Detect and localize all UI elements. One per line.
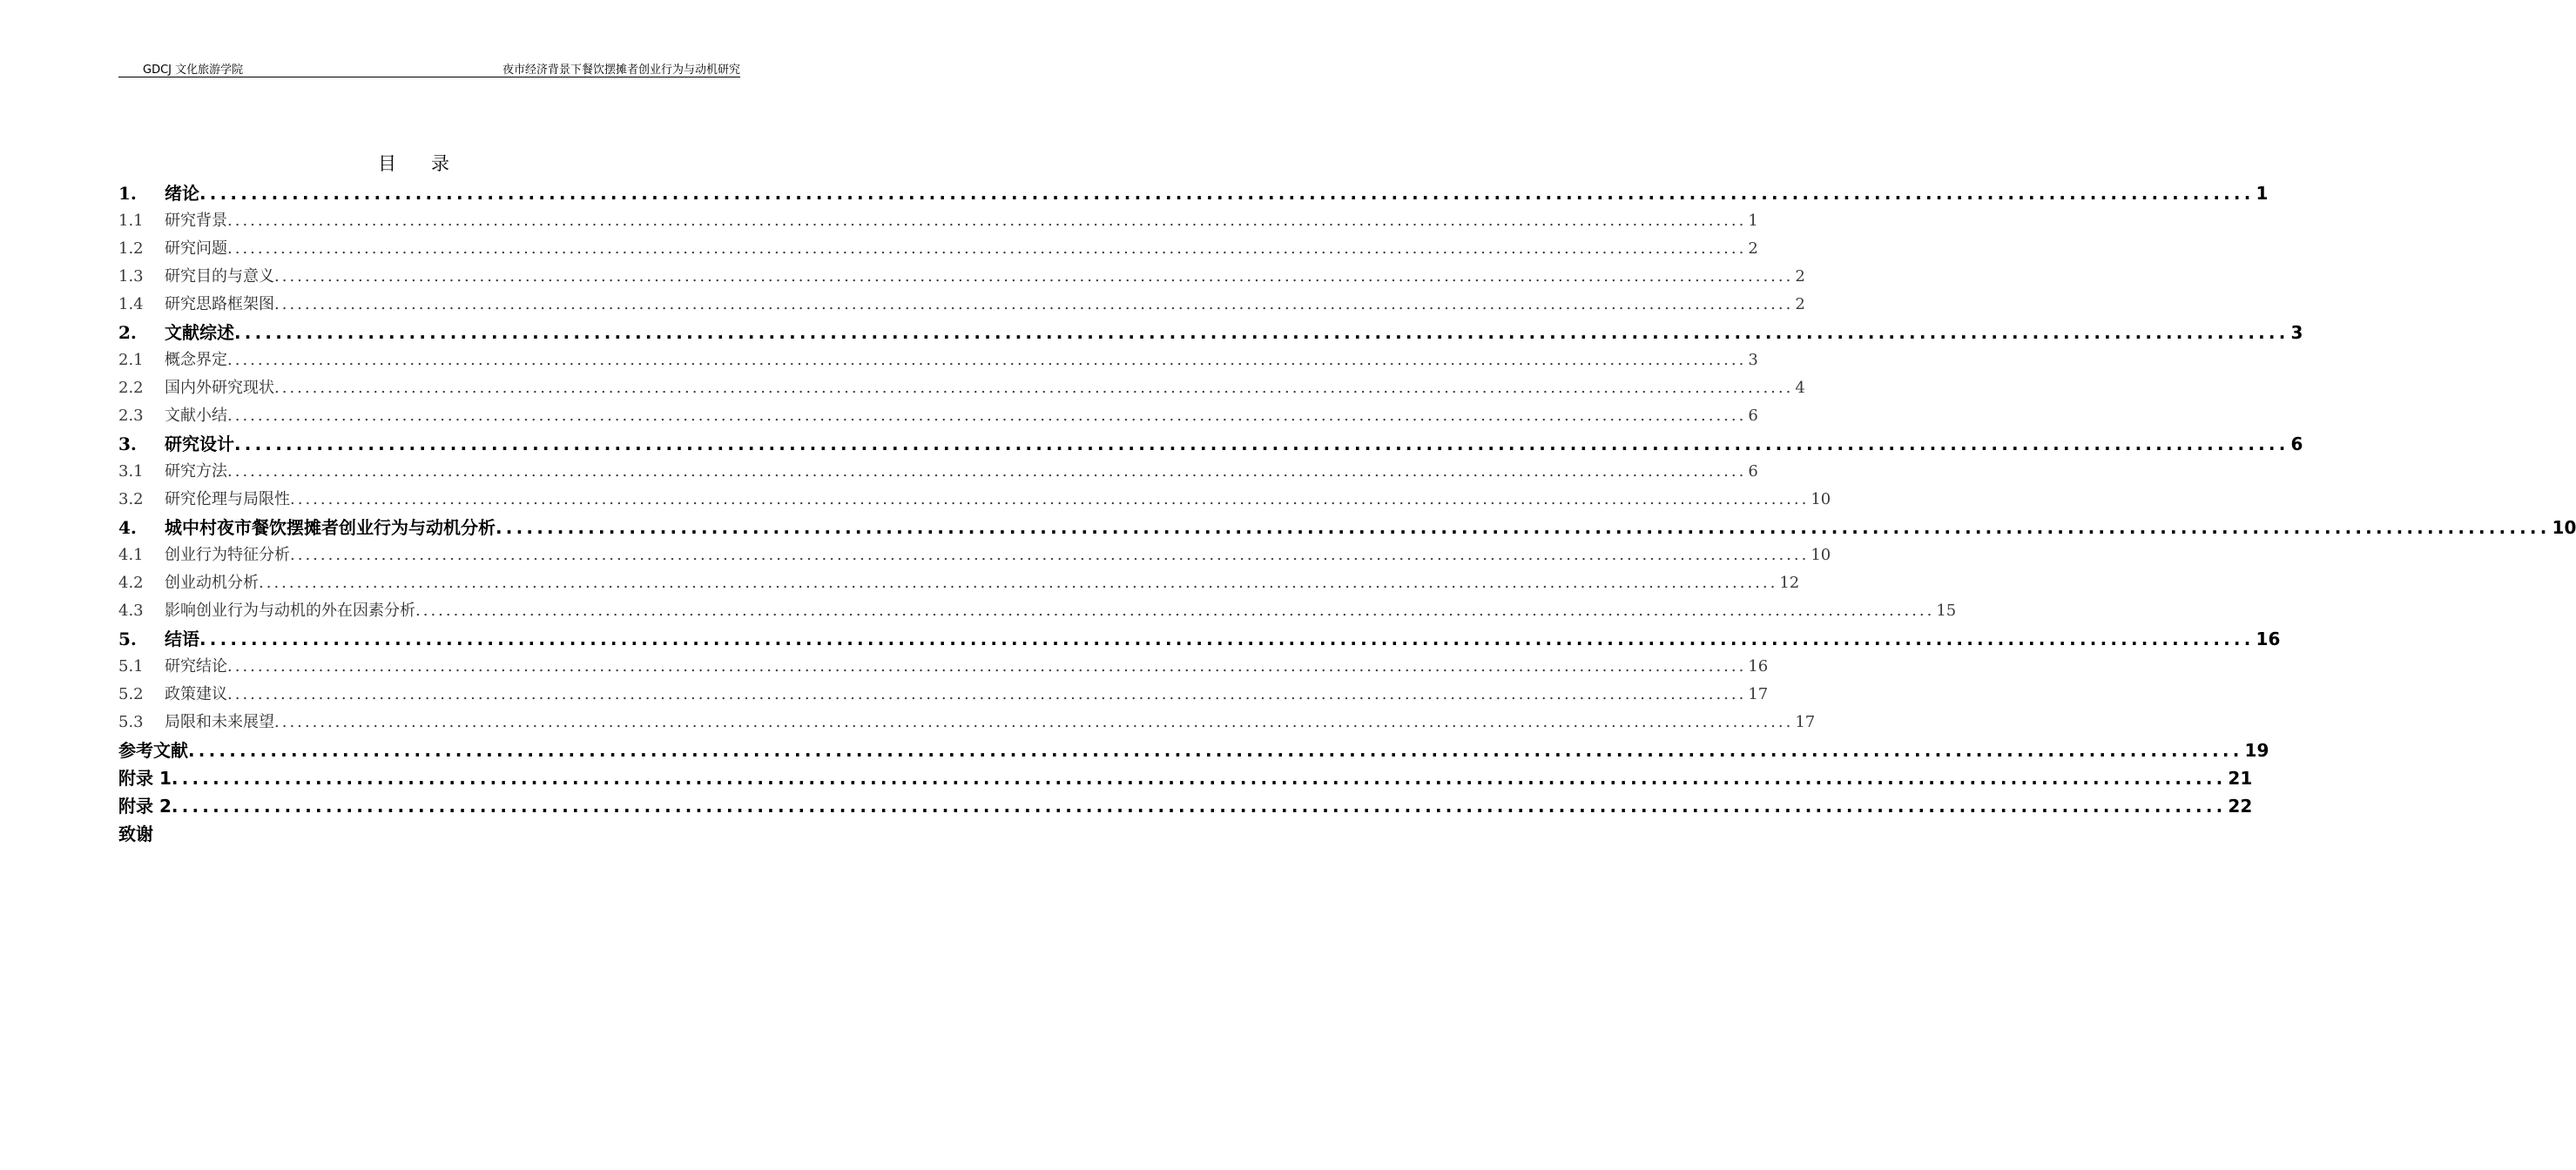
header-thesis-title: 夜市经济背景下餐饮摆摊者创业行为与动机研究: [502, 64, 740, 77]
toc-entry-title: 研究结论: [165, 657, 227, 676]
toc-entry[interactable]: [118, 681, 1769, 709]
toc-entry-page: 12: [1779, 574, 1800, 592]
toc-entry-number: 1.4: [118, 295, 144, 313]
toc-entry[interactable]: [118, 263, 1805, 291]
toc-entry[interactable]: [118, 402, 1758, 430]
toc-entry-number: 5.2: [118, 685, 144, 703]
toc-dot-leader: ........................................................................................................................................................................................................: [199, 629, 2255, 649]
toc-entry-title: 局限和未来展望: [165, 713, 274, 731]
toc-entry-number: 5.3: [118, 713, 144, 731]
toc-entry-number: 1.2: [118, 239, 144, 258]
toc-entry-page: 2: [1795, 267, 1805, 286]
toc-dot-leader: ........................................................................................................................................................................................................: [259, 574, 1778, 592]
toc-dot-leader: ........................................................................................................................................................................................................: [290, 490, 1810, 508]
toc-entry-number: 2.: [118, 322, 137, 343]
toc-entry[interactable]: [118, 597, 1957, 625]
toc-entry-title: 研究目的与意义: [165, 267, 274, 286]
toc-entry-title: 研究伦理与局限性: [165, 490, 290, 508]
toc-dot-leader: ........................................................................................................................................................................................................: [171, 796, 2227, 817]
toc-entry-title: 参考文献: [118, 740, 188, 761]
toc-entry-title: 概念界定: [165, 351, 227, 369]
toc-entry[interactable]: [118, 235, 1758, 263]
toc-entry[interactable]: [118, 374, 1805, 402]
toc-dot-leader: ........................................................................................................................................................................................................: [415, 602, 1935, 620]
toc-entry-number: 3.2: [118, 490, 144, 508]
toc-entry-page: 10: [1811, 546, 1831, 564]
toc-dot-leader: ........................................................................................................................................................................................................: [171, 768, 2227, 789]
table-of-contents: [118, 179, 2576, 848]
toc-entry-number: 4.: [118, 517, 137, 538]
toc-entry[interactable]: [118, 625, 2281, 653]
toc-entry[interactable]: [118, 820, 740, 848]
toc-entry-title: 绪论: [165, 183, 199, 204]
header-institution: GDCJ 文化旅游学院: [143, 64, 244, 77]
toc-entry-number: 2.3: [118, 407, 144, 425]
toc-dot-leader: ........................................................................................................................................................................................................: [274, 713, 1794, 731]
toc-dot-leader: ........................................................................................................................................................................................................: [227, 462, 1747, 481]
toc-entry-page: 22: [2228, 796, 2253, 817]
toc-entry-title: 影响创业行为与动机的外在因素分析: [165, 602, 415, 620]
toc-entry-page: 17: [1795, 713, 1816, 731]
toc-entry-title: 城中村夜市餐饮摆摊者创业行为与动机分析: [165, 517, 496, 538]
toc-entry-title: 文献小结: [165, 407, 227, 425]
toc-dot-leader: ........................................................................................................................................................................................................: [496, 517, 2551, 538]
toc-entry-title: 国内外研究现状: [165, 379, 274, 397]
toc-entry[interactable]: [118, 291, 1805, 319]
toc-entry[interactable]: [118, 569, 1800, 597]
toc-entry-title: 结语: [165, 629, 199, 649]
toc-dot-leader: ........................................................................................................................................................................................................: [227, 657, 1747, 676]
toc-entry[interactable]: [118, 319, 2303, 346]
toc-entry-page: 6: [1748, 462, 1758, 481]
toc-entry-title: 研究思路框架图: [165, 295, 274, 313]
toc-entry[interactable]: [118, 458, 1758, 486]
toc-entry[interactable]: [118, 486, 1831, 514]
toc-dot-leader: ........................................................................................................................................................................................................: [234, 434, 2289, 454]
toc-entry-number: 2.2: [118, 379, 144, 397]
toc-entry-number: 1.: [118, 183, 137, 204]
toc-entry[interactable]: [118, 764, 2253, 792]
toc-entry[interactable]: [118, 179, 2269, 207]
toc-dot-leader: ........................................................................................................................................................................................................: [227, 407, 1747, 425]
toc-entry-title: 创业动机分析: [165, 574, 259, 592]
toc-entry[interactable]: [118, 653, 1769, 681]
toc-entry-title: 致谢: [118, 824, 153, 844]
toc-entry-title: 研究问题: [165, 239, 227, 258]
toc-entry-page: 4: [1795, 379, 1805, 397]
toc-entry-page: 3: [1748, 351, 1758, 369]
toc-entry[interactable]: [118, 541, 1831, 569]
toc-entry-page: 6: [1748, 407, 1758, 425]
toc-entry-number: 4.3: [118, 602, 144, 620]
toc-dot-leader: ........................................................................................................................................................................................................: [227, 239, 1747, 258]
toc-entry-page: 10: [2552, 517, 2576, 538]
toc-dot-leader: ........................................................................................................................................................................................................: [274, 295, 1794, 313]
toc-dot-leader: ........................................................................................................................................................................................................: [274, 379, 1794, 397]
toc-entry-number: 4.2: [118, 574, 144, 592]
toc-entry-title: 政策建议: [165, 685, 227, 703]
toc-entry[interactable]: [118, 346, 1758, 374]
toc-dot-leader: ........................................................................................................................................................................................................: [274, 267, 1794, 286]
toc-entry-title: 研究方法: [165, 462, 227, 481]
toc-entry-number: 2.1: [118, 351, 144, 369]
toc-entry-number: 3.: [118, 434, 137, 454]
toc-entry[interactable]: [118, 709, 1816, 736]
toc-entry-page: 1: [1748, 212, 1758, 230]
toc-entry-page: 6: [2290, 434, 2303, 454]
toc-dot-leader: ........................................................................................................................................................................................................: [234, 322, 2289, 343]
toc-entry-page: 19: [2244, 740, 2269, 761]
toc-entry-number: 1.3: [118, 267, 144, 286]
toc-entry-number: 1.1: [118, 212, 144, 230]
toc-dot-leader: ........................................................................................................................................................................................................: [199, 183, 2255, 204]
toc-dot-leader: ........................................................................................................................................................................................................: [227, 212, 1747, 230]
toc-entry[interactable]: [118, 514, 2576, 541]
toc-entry-page: 15: [1936, 602, 1957, 620]
toc-entry-title: 研究背景: [165, 212, 227, 230]
toc-entry-page: 3: [2290, 322, 2303, 343]
toc-entry-number: 5.: [118, 629, 137, 649]
toc-entry[interactable]: [118, 207, 1758, 235]
toc-entry-page: 1: [2256, 183, 2269, 204]
toc-entry-page: 2: [1795, 295, 1805, 313]
toc-dot-leader: ........................................................................................................................................................................................................: [227, 685, 1747, 703]
toc-entry-number: 4.1: [118, 546, 144, 564]
toc-entry[interactable]: [118, 736, 2269, 764]
toc-title: 目录: [378, 153, 484, 174]
toc-entry-title: 文献综述: [165, 322, 234, 343]
toc-entry-title: 附录 2: [118, 796, 172, 817]
toc-entry-number: 3.1: [118, 462, 144, 481]
toc-entry-number: 5.1: [118, 657, 144, 676]
toc-entry-page: 2: [1748, 239, 1758, 258]
toc-entry-page: 21: [2228, 768, 2253, 789]
toc-entry[interactable]: [118, 430, 2303, 458]
toc-entry-page: 17: [1748, 685, 1769, 703]
toc-entry-page: 16: [2256, 629, 2281, 649]
toc-dot-leader: ........................................................................................................................................................................................................: [290, 546, 1810, 564]
toc-entry-title: 研究设计: [165, 434, 234, 454]
toc-entry-page: 16: [1748, 657, 1769, 676]
toc-entry-title: 附录 1: [118, 768, 172, 789]
toc-entry-title: 创业行为特征分析: [165, 546, 290, 564]
toc-dot-leader: ........................................................................................................................................................................................................: [227, 351, 1747, 369]
page-header: [118, 57, 740, 77]
toc-entry[interactable]: [118, 792, 2253, 820]
toc-dot-leader: ........................................................................................................................................................................................................: [188, 740, 2243, 761]
toc-entry-page: 10: [1811, 490, 1831, 508]
